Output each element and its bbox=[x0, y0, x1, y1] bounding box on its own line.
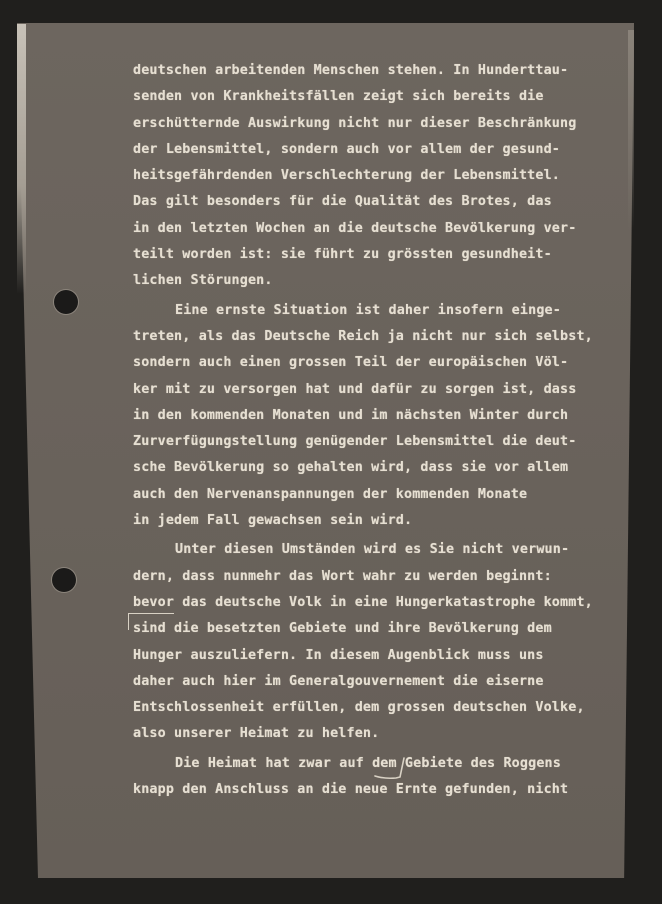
punch-hole-icon bbox=[54, 290, 78, 314]
text-line: der Lebensmittel, sondern auch vor allem der gesund- bbox=[133, 141, 561, 157]
text-line: knapp den Anschluss an die neue Ernte gefunden, nicht bbox=[133, 782, 569, 798]
text-line: dern, dass nunmehr das Wort wahr zu werden beginnt: bbox=[133, 568, 552, 584]
text-line: in den letzten Wochen an die deutsche Bevölkerung ver- bbox=[133, 220, 577, 236]
text-line: in den kommenden Monaten und im nächsten Winter durch bbox=[133, 407, 569, 423]
text-line: Das gilt besonders für die Qualität des Brotes, das bbox=[133, 194, 552, 210]
text-line: Entschlossenheit erfüllen, dem grossen deutschen Volke, bbox=[133, 700, 585, 716]
text-line: sondern auch einen grossen Teil der europäischen Völ- bbox=[133, 355, 569, 371]
text-line: Zurverfügungstellung genügender Lebensmittel die deut- bbox=[133, 434, 577, 450]
text-line: treten, als das Deutsche Reich ja nicht nur sich selbst, bbox=[133, 328, 593, 344]
text-line: erschütternde Auswirkung nicht nur dieser Beschränkung bbox=[133, 115, 577, 131]
paper-edge-highlight bbox=[17, 24, 26, 294]
text-line: ker mit zu versorgen hat und dafür zu sorgen ist, dass bbox=[133, 381, 577, 397]
paper-edge-shadow bbox=[628, 30, 634, 230]
text-line: also unserer Heimat zu helfen. bbox=[133, 726, 380, 742]
text-line: Unter diesen Umständen wird es Sie nicht verwun- bbox=[175, 542, 570, 558]
text-line: daher auch hier im Generalgouvernement die eiserne bbox=[133, 673, 544, 689]
text-line: Die Heimat hat zwar auf dem Gebiete des Roggens bbox=[175, 755, 561, 771]
paragraph-1 bbox=[133, 58, 623, 295]
text-line: lichen Störungen. bbox=[133, 273, 273, 289]
text-line: sche Bevölkerung so gehalten wird, dass sie vor allem bbox=[133, 460, 569, 476]
punch-hole-icon bbox=[52, 568, 76, 592]
text-line: deutschen arbeitenden Menschen stehen. In Hunderttau- bbox=[133, 63, 569, 78]
handwritten-bracket-icon bbox=[128, 613, 174, 630]
text-line: Hunger auszuliefern. In diesem Augenblick muss uns bbox=[133, 647, 544, 663]
typed-text-body bbox=[133, 58, 623, 803]
text-line: Eine ernste Situation ist daher insofern einge- bbox=[175, 302, 561, 318]
text-line: in jedem Fall gewachsen sein wird. bbox=[133, 513, 413, 529]
paragraph-2 bbox=[133, 298, 623, 535]
text-line: bevor das deutsche Volk in eine Hungerkatastrophe kommt, bbox=[133, 594, 593, 610]
text-line: auch den Nervenanspannungen der kommenden Monate bbox=[133, 486, 528, 502]
text-line: senden von Krankheitsfällen zeigt sich bereits die bbox=[133, 89, 544, 105]
text-line: teilt worden ist: sie führt zu grössten gesundheit- bbox=[133, 247, 552, 263]
handwritten-checkmark-icon bbox=[374, 752, 414, 782]
text-line: heitsgefährdenden Verschlechterung der Lebensmittel. bbox=[133, 168, 561, 184]
text-line: sind die besetzten Gebiete und ihre Bevölkerung dem bbox=[133, 621, 552, 637]
paragraph-3 bbox=[133, 537, 623, 747]
